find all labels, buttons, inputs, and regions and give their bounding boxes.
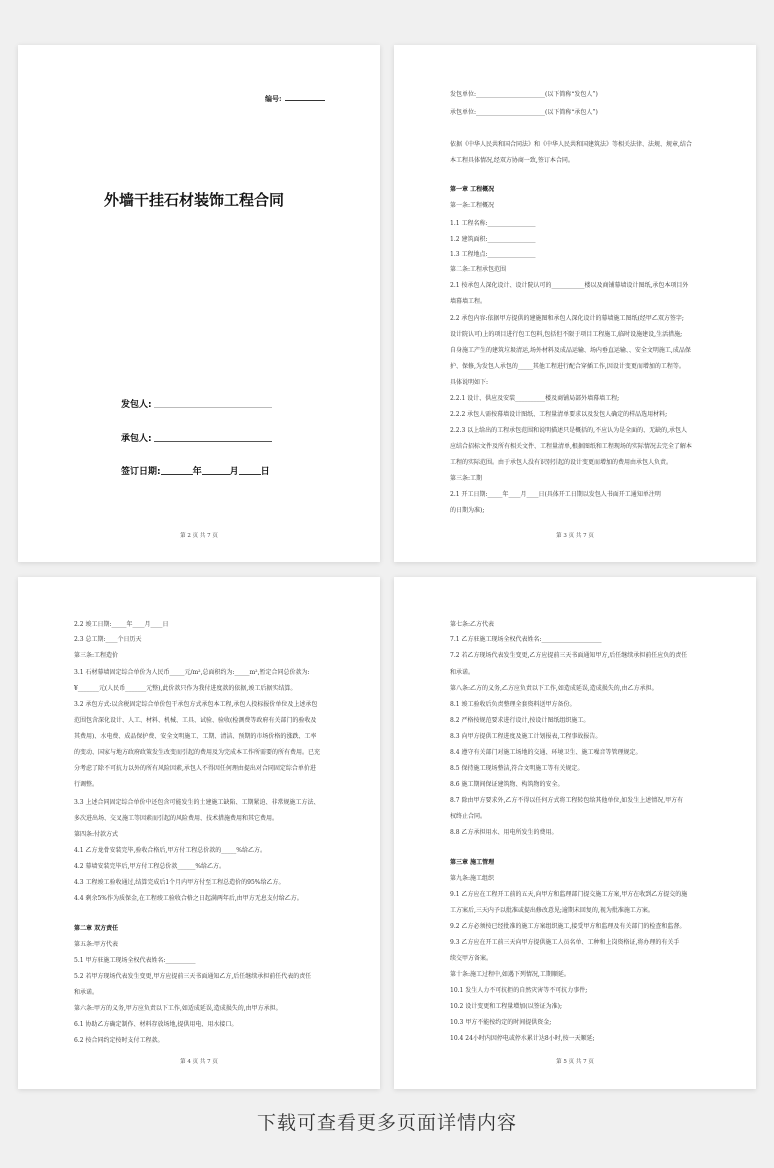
text-line: 4.2 幕墙安装完毕后,甲方付工程总价款______%给乙方。 <box>74 863 226 870</box>
text-line: 墙幕墙工程。 <box>450 298 487 305</box>
text-line: 2.2.2 承包人需按幕墙设计图纸、工程量清单要求以及发包人确定的样品选用材料; <box>450 411 668 418</box>
text-line: 10.4 24小时内因停电或停水累计达8小时,按一天顺延; <box>450 1035 595 1042</box>
text-line: 承包单位:_______________________(以下简称“承包人”) <box>450 109 598 116</box>
text-line: 4.1 乙方龙骨安装完毕,验收合格后,甲方付工程总价款的_____%给乙方。 <box>74 847 266 854</box>
text-line: 8.3 向甲方提供工程进度及施工计划报表,工程事故报告。 <box>450 733 602 740</box>
page-cover <box>18 45 380 562</box>
date-year: 年 <box>192 467 202 477</box>
page-2 <box>394 45 756 562</box>
date-day: 日 <box>260 467 270 477</box>
contract-number-blank <box>285 100 325 101</box>
text-line: 权终止合同。 <box>450 813 487 820</box>
text-line: 和承诺。 <box>74 989 99 996</box>
text-line: 2.1 开工日期:_____年____月____日(具体开工日期以发包人书面开工通知单注明 <box>450 491 661 498</box>
date-month: 月 <box>229 467 239 477</box>
sign-date-label: 签订日期: <box>121 467 161 477</box>
text-line: 分考虑了除不可抗力以外的所有风险因素,承包人不得因任何理由提出对合同固定综合单价进 <box>74 765 316 772</box>
text-line: 1.2 建筑面积:________________ <box>450 236 536 243</box>
text-line: 自身施工产生的建筑垃圾清运,场外材料及成品运输、场内垂直运输、、安全文明施工,成品保 <box>450 347 691 354</box>
text-line: 行调整。 <box>74 781 99 788</box>
page-footer: 第 5 页 共 7 页 <box>556 1059 594 1065</box>
page-4 <box>394 577 756 1089</box>
text-line: 第三条:工期 <box>450 475 483 482</box>
page-footer: 第 4 页 共 7 页 <box>180 1059 218 1065</box>
text-line: 续交甲方备案。 <box>450 955 493 962</box>
download-caption: 下载可查看更多页面详情内容 <box>256 1112 517 1134</box>
text-line: 9.2 乙方必须按已经批准的施工方案组织施工,接受甲方和监理及有关部门的检查和监督。 <box>450 923 686 930</box>
page-3 <box>18 577 380 1089</box>
text-line: 第三条:工程造价 <box>74 652 119 659</box>
page-footer: 第 3 页 共 7 页 <box>556 533 594 539</box>
text-line: 第二条:工程承包范围 <box>450 266 507 273</box>
text-line: 2.2 承包内容:依据甲方提供的建施图和承包人深化设计的幕墙施工图纸(经甲乙双方签字; <box>450 315 684 322</box>
text-line: 工程的实际范围。由于承包人没有识别引起的设计变更而增加的费用由承包人负责。 <box>450 459 673 466</box>
party-a-field <box>121 397 272 410</box>
text-line: 8.2 严格按规范要求进行设计,按设计图纸组织施工。 <box>450 717 590 724</box>
text-line: 具体说明如下: <box>450 379 489 386</box>
text-line: 3.3 上述合同固定综合单价中还包含可能发生的土建施工缺陷、工期紧迫、非常规施工方法、 <box>74 799 320 806</box>
text-line: 2.2.1 设计、供应及安装__________楼及商铺局部外墙幕墙工程; <box>450 395 620 402</box>
text-line: 10.1 发生人力不可抗拒的自然灾害等不可抗力事件; <box>450 987 588 994</box>
text-line: 7.2 若乙方现场代表发生变更,乙方应提前三天书面通知甲方,后任继续承担前任应负的责任 <box>450 652 688 659</box>
text-line: 9.3 乙方应在开工前三天向甲方提供施工人员名单、工种和上岗资格证,将办理的有关手 <box>450 939 680 946</box>
text-line: 7.1 乙方驻施工现场全权代表姓名:____________________ <box>450 636 602 643</box>
text-line: 的日期为准); <box>450 507 485 514</box>
text-line: 2.2.3 以上给出的工程承包范围和说明描述只是概括的,不应认为是全面的、无缺的,承包人 <box>450 427 687 434</box>
page-footer: 第 2 页 共 7 页 <box>180 533 218 539</box>
text-line: 多次进出场、交叉施工等因素而引起的风险费用、技术措施费用和其它费用。 <box>74 815 279 822</box>
text-line: 8.7 除由甲方要求外,乙方不得以任何方式将工程转包给其他单位,如发生上述情况,甲方有 <box>450 797 684 804</box>
text-line: 其费用)、水电费、成品保护费、安全文明施工、工期、清洁、预期的市场价格的涨跌、工率 <box>74 733 317 740</box>
text-line: 第十条:施工过程中,如遇下列情况,工期顺延。 <box>450 971 570 978</box>
chapter-heading: 第三章 施工管理 <box>450 859 495 866</box>
text-line: 4.4 剩余5%作为质保金,在工程竣工验收合格之日起满两年后,由甲方无息支付给乙方。 <box>74 895 303 902</box>
text-line: ¥_______元(人民币_______元整),此价款只作为我付进度款的依据,竣工后据实结算。 <box>74 685 297 692</box>
party-b-blank <box>154 441 272 442</box>
party-a-label: 发包人: <box>121 400 152 410</box>
text-line: 6.2 按合同约定按时支付工程款。 <box>74 1037 164 1044</box>
text-line: 5.1 甲方驻施工现场全权代表姓名:__________ <box>74 957 196 964</box>
text-line: 第八条:乙方的义务,乙方应负责以下工作,如造成延误,造成损失的,由乙方承担。 <box>450 685 658 692</box>
text-line: 8.6 施工期间保证建筑物、构筑物的安全。 <box>450 781 564 788</box>
text-line: 的变动、国家与地方政府政策发生改变而引起的费用及为完成本工作所需要的所有费用。已充 <box>74 749 321 756</box>
text-line: 9.1 乙方应在工程开工前的五天,向甲方和监理部门提交施工方案,甲方在收到乙方提交的施 <box>450 891 688 898</box>
party-b-label: 承包人: <box>121 434 152 444</box>
chapter-heading: 第二章 双方责任 <box>74 925 119 932</box>
text-line: 第一条:工程概况 <box>450 202 495 209</box>
text-line: 10.3 甲方不能按约定的时间提供资金; <box>450 1019 552 1026</box>
sign-date-field <box>121 464 270 477</box>
text-line: 和承诺。 <box>450 669 475 676</box>
text-line: 依据《中华人民共和国合同法》和《中华人民共和国建筑法》等相关法律、法规、规章,结合 <box>450 141 692 148</box>
text-line: 3.1 石材幕墙固定综合单价为人民币_____元/m²,总面积约为:_____m²,暂定合同总价款为: <box>74 669 310 676</box>
party-a-blank <box>154 407 272 408</box>
text-line: 8.1 竣工验收后负责整理全套资料送甲方备份。 <box>450 701 576 708</box>
text-line: 本工程具体情况,经双方协商一致,签订本合同。 <box>450 157 574 164</box>
contract-number-label: 编号: <box>265 94 282 103</box>
text-line: 8.4 遵守有关部门对施工场地的交通、环境卫生、施工噪音等管理规定。 <box>450 749 642 756</box>
contract-number <box>265 94 325 104</box>
text-line: 8.5 保持施工现场整洁,符合文明施工等有关规定。 <box>450 765 584 772</box>
text-line: 护、保修,为发包人承包的_____其他工程进行配合穿插工作,因设计变更而增加的工程等。 <box>450 363 685 370</box>
document-title: 外墙干挂石材装饰工程合同 <box>104 191 285 209</box>
text-line: 应结合招标文件及所有相关文件、工程量清单,根据图纸和工程现场的实际情况去完全了解本 <box>450 443 692 450</box>
text-line: 第五条:甲方代表 <box>74 941 119 948</box>
text-line: 第九条:施工组织 <box>450 875 495 882</box>
text-line: 5.2 若甲方现场代表发生变更,甲方应提前三天书面通知乙方,后任继续承担前任代表的责任 <box>74 973 312 980</box>
text-line: 第四条:付款方式 <box>74 831 119 838</box>
party-b-field <box>121 431 272 444</box>
text-line: 4.3 工程竣工验收通过,结算完成后1个月内甲方付至工程总造价的95%给乙方。 <box>74 879 285 886</box>
text-line: 2.1 按承包人深化设计、设计院认可的___________楼以及商铺幕墙设计图纸,承包本项目外 <box>450 282 689 289</box>
text-line: 第七条:乙方代表 <box>450 621 495 628</box>
text-line: 8.8 乙方承担用水、用电所发生的费用。 <box>450 829 558 836</box>
text-line: 工方案后,三天内予以批准或提出修改意见;逾期未回复的,视为批准施工方案。 <box>450 907 654 914</box>
chapter-heading: 第一章 工程概况 <box>450 186 495 193</box>
text-line: 设计院认可)上的项目进行包工包料,包括但不限于项目工程施工,临时设施建设,生活措施; <box>450 331 683 338</box>
text-line: 发包单位:_______________________(以下简称“发包人”) <box>450 91 598 98</box>
text-line: 10.2 设计变更和工程量增加(以签证为准); <box>450 1003 562 1010</box>
text-line: 2.2 竣工日期:_____年____月____日 <box>74 621 169 628</box>
text-line: 6.1 协助乙方确定制作、材料存放场地,提供用电、用水接口。 <box>74 1021 238 1028</box>
text-line: 2.3 总工期:____个日历天 <box>74 636 142 643</box>
text-line: 范围包含深化设计、人工、材料、机械、工具、试验、验收(检测费等政府有关部门的验收及 <box>74 717 317 724</box>
text-line: 1.3 工程地点:________________ <box>450 251 536 258</box>
text-line: 第六条:甲方的义务,甲方应负责以下工作,如适成延误,造成损失的,由甲方承担。 <box>74 1005 282 1012</box>
text-line: 3.2 承包方式:以含税固定综合单价包干承包方式承包本工程,承包人投标报价单位及上述承包 <box>74 701 318 708</box>
text-line: 1.1 工程名称:________________ <box>450 220 536 227</box>
